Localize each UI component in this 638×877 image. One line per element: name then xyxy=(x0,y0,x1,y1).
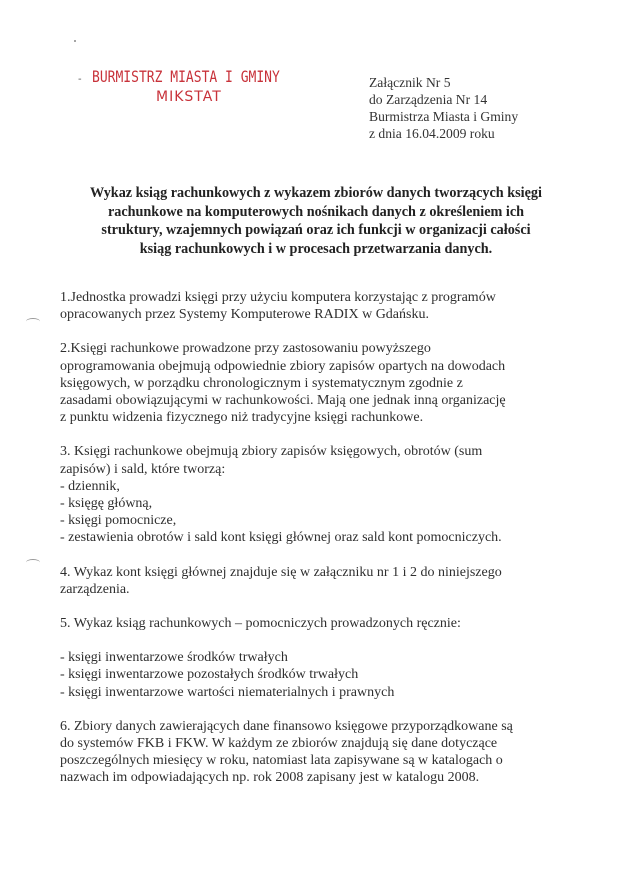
list-item: - dziennik, xyxy=(60,478,120,494)
paragraph-1 xyxy=(60,289,572,323)
scan-margin-mark xyxy=(26,318,40,325)
list-item: - księgi inwentarzowe środków trwałych xyxy=(60,650,288,666)
title-line-1: Wykaz ksiąg rachunkowych z wykazem zbiorów danych tworzących księgi xyxy=(90,185,542,201)
text-line: zapisów) i sald, które tworzą: xyxy=(60,461,226,477)
annex-reference xyxy=(369,74,518,142)
list-item: - księgi inwentarzowe wartości niematerialnych i prawnych xyxy=(60,684,395,700)
list-item: - księgę główną, xyxy=(60,496,153,512)
text-line: opracowanych przez Systemy Komputerowe RADIX w Gdańsku. xyxy=(60,307,429,323)
text-line: 1.Jednostka prowadzi księgi przy użyciu komputera korzystając z programów xyxy=(60,290,496,305)
annex-line-1: Załącznik Nr 5 xyxy=(369,75,451,90)
list-item: - księgi inwentarzowe pozostałych środków trwałych xyxy=(60,667,359,683)
paragraph-3 xyxy=(60,443,572,546)
text-line: 6. Zbiory danych zawierających dane finansowo księgowe przyporządkowane są xyxy=(60,718,513,734)
text-line: 4. Wykaz kont księgi głównej znajduje się w załączniku nr 1 i 2 do niniejszego xyxy=(60,564,502,580)
list-item: - zestawienia obrotów i sald kont księgi głównej oraz sald kont pomocniczych. xyxy=(60,530,502,546)
scan-dash-mark: - xyxy=(78,74,82,85)
official-stamp xyxy=(92,68,280,105)
document-body xyxy=(60,289,572,787)
text-line: do systemów FKB i FKW. W każdym ze zbiorów znajdują się dane dotyczące xyxy=(60,736,498,752)
text-line: z punktu widzenia fizycznego niż tradycyjne księgi rachunkowe. xyxy=(60,410,424,426)
annex-line-3: Burmistrza Miasta i Gminy xyxy=(369,109,519,124)
document-title xyxy=(66,184,566,258)
text-line: oprogramowania obejmują odpowiednie zbiory zapisów opartych na dowodach xyxy=(60,358,506,374)
text-line: zasadami obowiązującymi w rachunkowości. Mają one jednak inną organizację xyxy=(60,393,506,409)
annex-line-4: z dnia 16.04.2009 roku xyxy=(369,126,495,141)
scan-speck xyxy=(74,40,76,42)
title-line-3: struktury, wzajemnych powiązań oraz ich funkcji w organizacji całości xyxy=(101,222,531,238)
text-line: 5. Wykaz ksiąg rachunkowych – pomocniczych prowadzonych ręcznie: xyxy=(60,616,461,632)
annex-line-2: do Zarządzenia Nr 14 xyxy=(369,92,488,107)
paragraph-4 xyxy=(60,564,572,598)
text-line: księgowych, w porządku chronologicznym i systematycznym zgodnie z xyxy=(60,375,463,391)
title-line-2: rachunkowe na komputerowych nośnikach danych z określeniem ich xyxy=(107,203,525,220)
paragraph-5 xyxy=(60,615,572,632)
text-line: poszczególnych miesięcy w roku, natomiast lata zapisywane są w katalogach o xyxy=(60,753,503,769)
stamp-line-2: MIKSTAT xyxy=(156,89,222,105)
text-line: zarządzenia. xyxy=(60,581,130,597)
paragraph-2 xyxy=(60,340,572,426)
title-line-4: ksiąg rachunkowych i w procesach przetwarzania danych. xyxy=(139,240,493,257)
text-line: 3. Księgi rachunkowe obejmują zbiory zapisów księgowych, obrotów (sum xyxy=(60,444,483,460)
list-item: - księgi pomocnicze, xyxy=(60,513,177,529)
text-line: 2.Księgi rachunkowe prowadzone przy zastosowaniu powyższego xyxy=(60,341,431,357)
paragraph-6 xyxy=(60,718,572,787)
scan-margin-mark xyxy=(26,559,40,566)
paragraph-5-list xyxy=(60,649,572,701)
stamp-line-1: BURMISTRZ MIASTA I GMINY xyxy=(92,68,280,87)
text-line: nazwach im odpowiadających np. rok 2008 zapisany jest w katalogu 2008. xyxy=(60,770,480,786)
